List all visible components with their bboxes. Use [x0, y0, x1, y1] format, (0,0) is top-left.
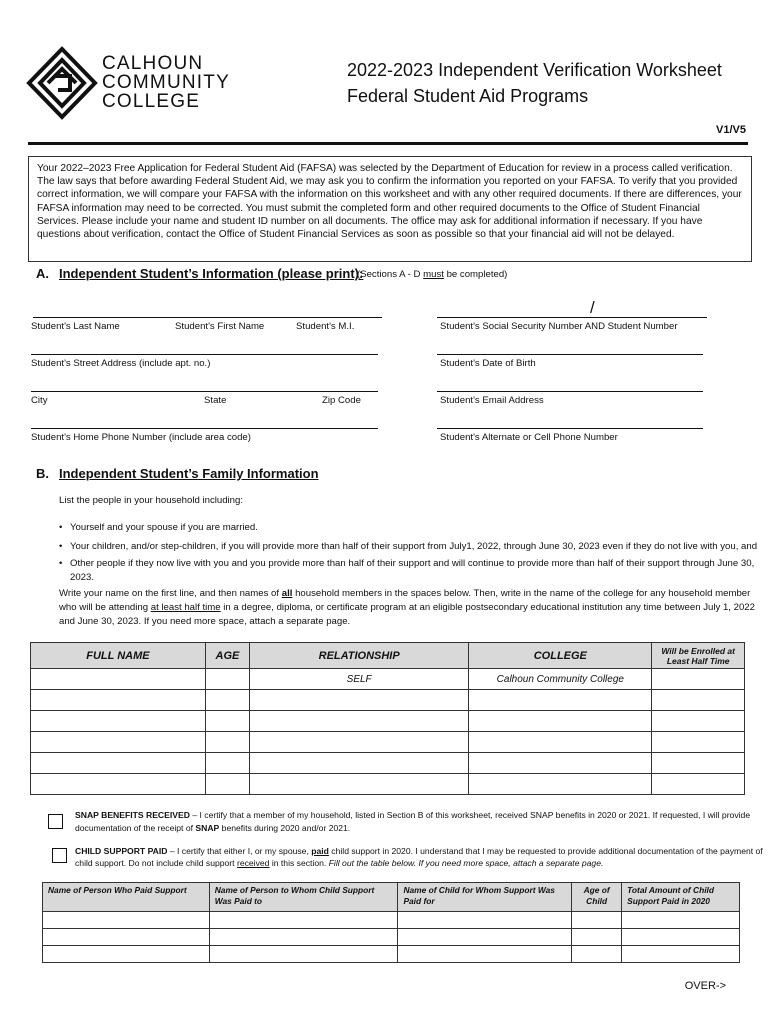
college-name-line-3: COLLEGE — [102, 91, 201, 112]
child-support-row-cell[interactable] — [398, 929, 572, 946]
over-indicator: OVER-> — [684, 980, 726, 992]
household-row-cell[interactable] — [652, 669, 745, 690]
mi-label: Student's M.I. — [296, 321, 355, 332]
child-support-table — [42, 882, 740, 963]
household-row-cell[interactable] — [652, 774, 745, 795]
household-table — [30, 642, 745, 795]
zip-label: Zip Code — [322, 395, 361, 406]
child-support-row-cell[interactable] — [622, 946, 740, 963]
page-subtitle: Federal Student Aid Programs — [347, 86, 589, 106]
bullet-spouse: • Yourself and your spouse if you are married. — [59, 522, 258, 533]
household-row-cell[interactable]: Calhoun Community College — [469, 669, 652, 690]
household-intro: List the people in your household including: — [59, 495, 244, 506]
household-row-cell[interactable] — [250, 753, 469, 774]
child-support-row — [43, 912, 740, 929]
household-row-cell[interactable] — [250, 711, 469, 732]
child-support-statement-1: CHILD SUPPORT PAID – I certify that either I, or my spouse, paid child support in 2020. I understand that I may be requested to provide additional documentation of the payment of — [75, 846, 763, 856]
household-row-cell[interactable] — [31, 669, 206, 690]
household-row-cell[interactable] — [205, 732, 249, 753]
household-row-cell[interactable] — [469, 774, 652, 795]
college-name-line-2: COMMUNITY — [102, 72, 230, 93]
col-age: AGE — [205, 643, 249, 669]
household-row-cell[interactable] — [31, 753, 206, 774]
section-b-title: Independent Student’s Family Information — [59, 466, 319, 481]
household-row — [31, 669, 745, 690]
household-instructions-2: who will be attending at least half time in a degree, diploma, or certificate program at an eligible postsecondary educational institution any time between July 1, 2022 — [59, 602, 755, 613]
name-field-line[interactable] — [33, 317, 382, 318]
address-field-line[interactable] — [31, 354, 378, 355]
child-support-row-cell[interactable] — [622, 912, 740, 929]
col-payer: Name of Person Who Paid Support — [43, 883, 210, 912]
household-row-cell[interactable] — [652, 690, 745, 711]
household-row-cell[interactable] — [250, 690, 469, 711]
child-support-row-cell[interactable] — [398, 946, 572, 963]
household-row-cell[interactable] — [250, 774, 469, 795]
section-a-title: Independent Student’s Information (please print): — [59, 266, 364, 281]
city-label: City — [31, 395, 48, 406]
ssn-separator: / — [590, 298, 595, 317]
section-a-note: (Sections A - D must be completed) — [357, 269, 508, 280]
household-row-cell[interactable] — [250, 732, 469, 753]
household-row — [31, 690, 745, 711]
email-label: Student's Email Address — [440, 395, 544, 406]
household-row-cell[interactable] — [31, 711, 206, 732]
snap-statement-1: SNAP BENEFITS RECEIVED – I certify that a member of my household, listed in Section B of this worksheet, received SNAP benefits in 2020 or 2021. If requested, I will provide — [75, 810, 751, 820]
page-title: 2022-2023 Independent Verification Worksheet — [347, 60, 722, 80]
state-label: State — [204, 395, 227, 406]
col-payee: Name of Person to Whom Child Support Was Paid to — [209, 883, 398, 912]
household-row-cell[interactable] — [205, 669, 249, 690]
child-support-row-cell[interactable] — [572, 929, 622, 946]
household-row-cell[interactable] — [31, 690, 206, 711]
header-divider — [28, 142, 748, 145]
bullet-children: • Your children, and/or step-children, if you will provide more than half of their support from July1, 2022, through June 30, 2023 even if they do not live with you, and — [59, 541, 758, 552]
bullet-other-cont: 2023. — [70, 572, 95, 583]
child-support-row-cell[interactable] — [43, 946, 210, 963]
household-row-cell[interactable] — [205, 690, 249, 711]
version-label: V1/V5 — [716, 124, 746, 136]
bullet-other: • Other people if they now live with you and you provide more than half of their support and will continue to provide more than half of their support through June 30, — [59, 558, 755, 569]
college-logo-icon — [26, 46, 98, 120]
alt-phone-label: Student's Alternate or Cell Phone Number — [440, 432, 618, 443]
child-support-checkbox[interactable] — [52, 848, 67, 863]
household-row-cell[interactable] — [652, 753, 745, 774]
household-row — [31, 774, 745, 795]
household-instructions-1: Write your name on the first line, and then names of all household members in the spaces below. Then, write in the name of the college for any household member — [59, 588, 751, 599]
child-support-statement-2: child support. Do not include child support received in this section. Fill out the table below. If you need more space, attach a separate page. — [75, 858, 604, 868]
child-support-table-header — [43, 883, 740, 912]
col-child-age: Age of Child — [572, 883, 622, 912]
household-row-cell[interactable] — [652, 732, 745, 753]
household-row-cell[interactable] — [469, 711, 652, 732]
household-row-cell[interactable] — [469, 753, 652, 774]
household-row — [31, 753, 745, 774]
col-college: COLLEGE — [469, 643, 652, 669]
col-half-time: Will be Enrolled at Least Half Time — [652, 643, 745, 669]
household-row-cell[interactable] — [205, 753, 249, 774]
household-row-cell[interactable] — [31, 732, 206, 753]
household-row-cell[interactable] — [205, 711, 249, 732]
section-a-letter: A. — [36, 266, 49, 281]
household-row-cell[interactable] — [205, 774, 249, 795]
alt-phone-field-line[interactable] — [437, 428, 703, 429]
col-full-name: FULL NAME — [31, 643, 206, 669]
household-instructions-3: and June 30, 2023. If you need more space, attach a separate page. — [59, 616, 351, 627]
email-field-line[interactable] — [437, 391, 703, 392]
ssn-field-line[interactable] — [437, 317, 707, 318]
child-support-row-cell[interactable] — [398, 912, 572, 929]
ssn-label: Student's Social Security Number AND Student Number — [440, 321, 678, 332]
home-phone-label: Student's Home Phone Number (include area code) — [31, 432, 251, 443]
col-amount: Total Amount of Child Support Paid in 2020 — [622, 883, 740, 912]
child-support-row-cell[interactable] — [43, 912, 210, 929]
household-row — [31, 711, 745, 732]
household-row-cell[interactable] — [652, 711, 745, 732]
child-support-row-cell[interactable] — [43, 929, 210, 946]
child-support-row-cell[interactable] — [209, 912, 398, 929]
home-phone-field-line[interactable] — [31, 428, 378, 429]
snap-statement-2: documentation of the receipt of SNAP benefits during 2020 and/or 2021. — [75, 823, 351, 833]
child-support-row-cell[interactable] — [572, 946, 622, 963]
household-row-cell[interactable] — [469, 690, 652, 711]
household-table-header — [31, 643, 745, 669]
intro-box: Your 2022–2023 Free Application for Federal Student Aid (FAFSA) was selected by the Department of Education for review in a process called verification. The law says that before awarding Federal Student Aid, we may ask you to confirm the information you reported on your FAFSA. To verify that you provided correct information, we will compare your FAFSA with the information on this worksheet and with any other required documents. If there are differences, your FAFSA information may need to be corrected. You must submit the completed form and other required documents to the Office of Student Financial Services. Please include your name and student ID number on all documents. The office may ask for additional information if necessary. If you have questions about verification, contact the Office of Student Financial Services as soon as possible so that your financial aid will not be delayed. — [28, 156, 752, 262]
first-name-label: Student's First Name — [175, 321, 265, 332]
col-relationship: RELATIONSHIP — [250, 643, 469, 669]
dob-label: Student's Date of Birth — [440, 358, 536, 369]
child-support-row-cell[interactable] — [209, 929, 398, 946]
child-support-row — [43, 946, 740, 963]
household-row — [31, 732, 745, 753]
col-child-name: Name of Child for Whom Support Was Paid for — [398, 883, 572, 912]
household-row-cell[interactable] — [31, 774, 206, 795]
address-label: Student's Street Address (include apt. no.) — [31, 358, 211, 369]
household-row-cell[interactable]: SELF — [250, 669, 469, 690]
snap-checkbox[interactable] — [48, 814, 63, 829]
city-field-line[interactable] — [31, 391, 378, 392]
last-name-label: Student's Last Name — [31, 321, 120, 332]
child-support-row — [43, 929, 740, 946]
child-support-row-cell[interactable] — [572, 912, 622, 929]
child-support-row-cell[interactable] — [209, 946, 398, 963]
dob-field-line[interactable] — [437, 354, 703, 355]
section-b-letter: B. — [36, 466, 49, 481]
child-support-row-cell[interactable] — [622, 929, 740, 946]
household-row-cell[interactable] — [469, 732, 652, 753]
college-name-line-1: CALHOUN — [102, 53, 204, 74]
